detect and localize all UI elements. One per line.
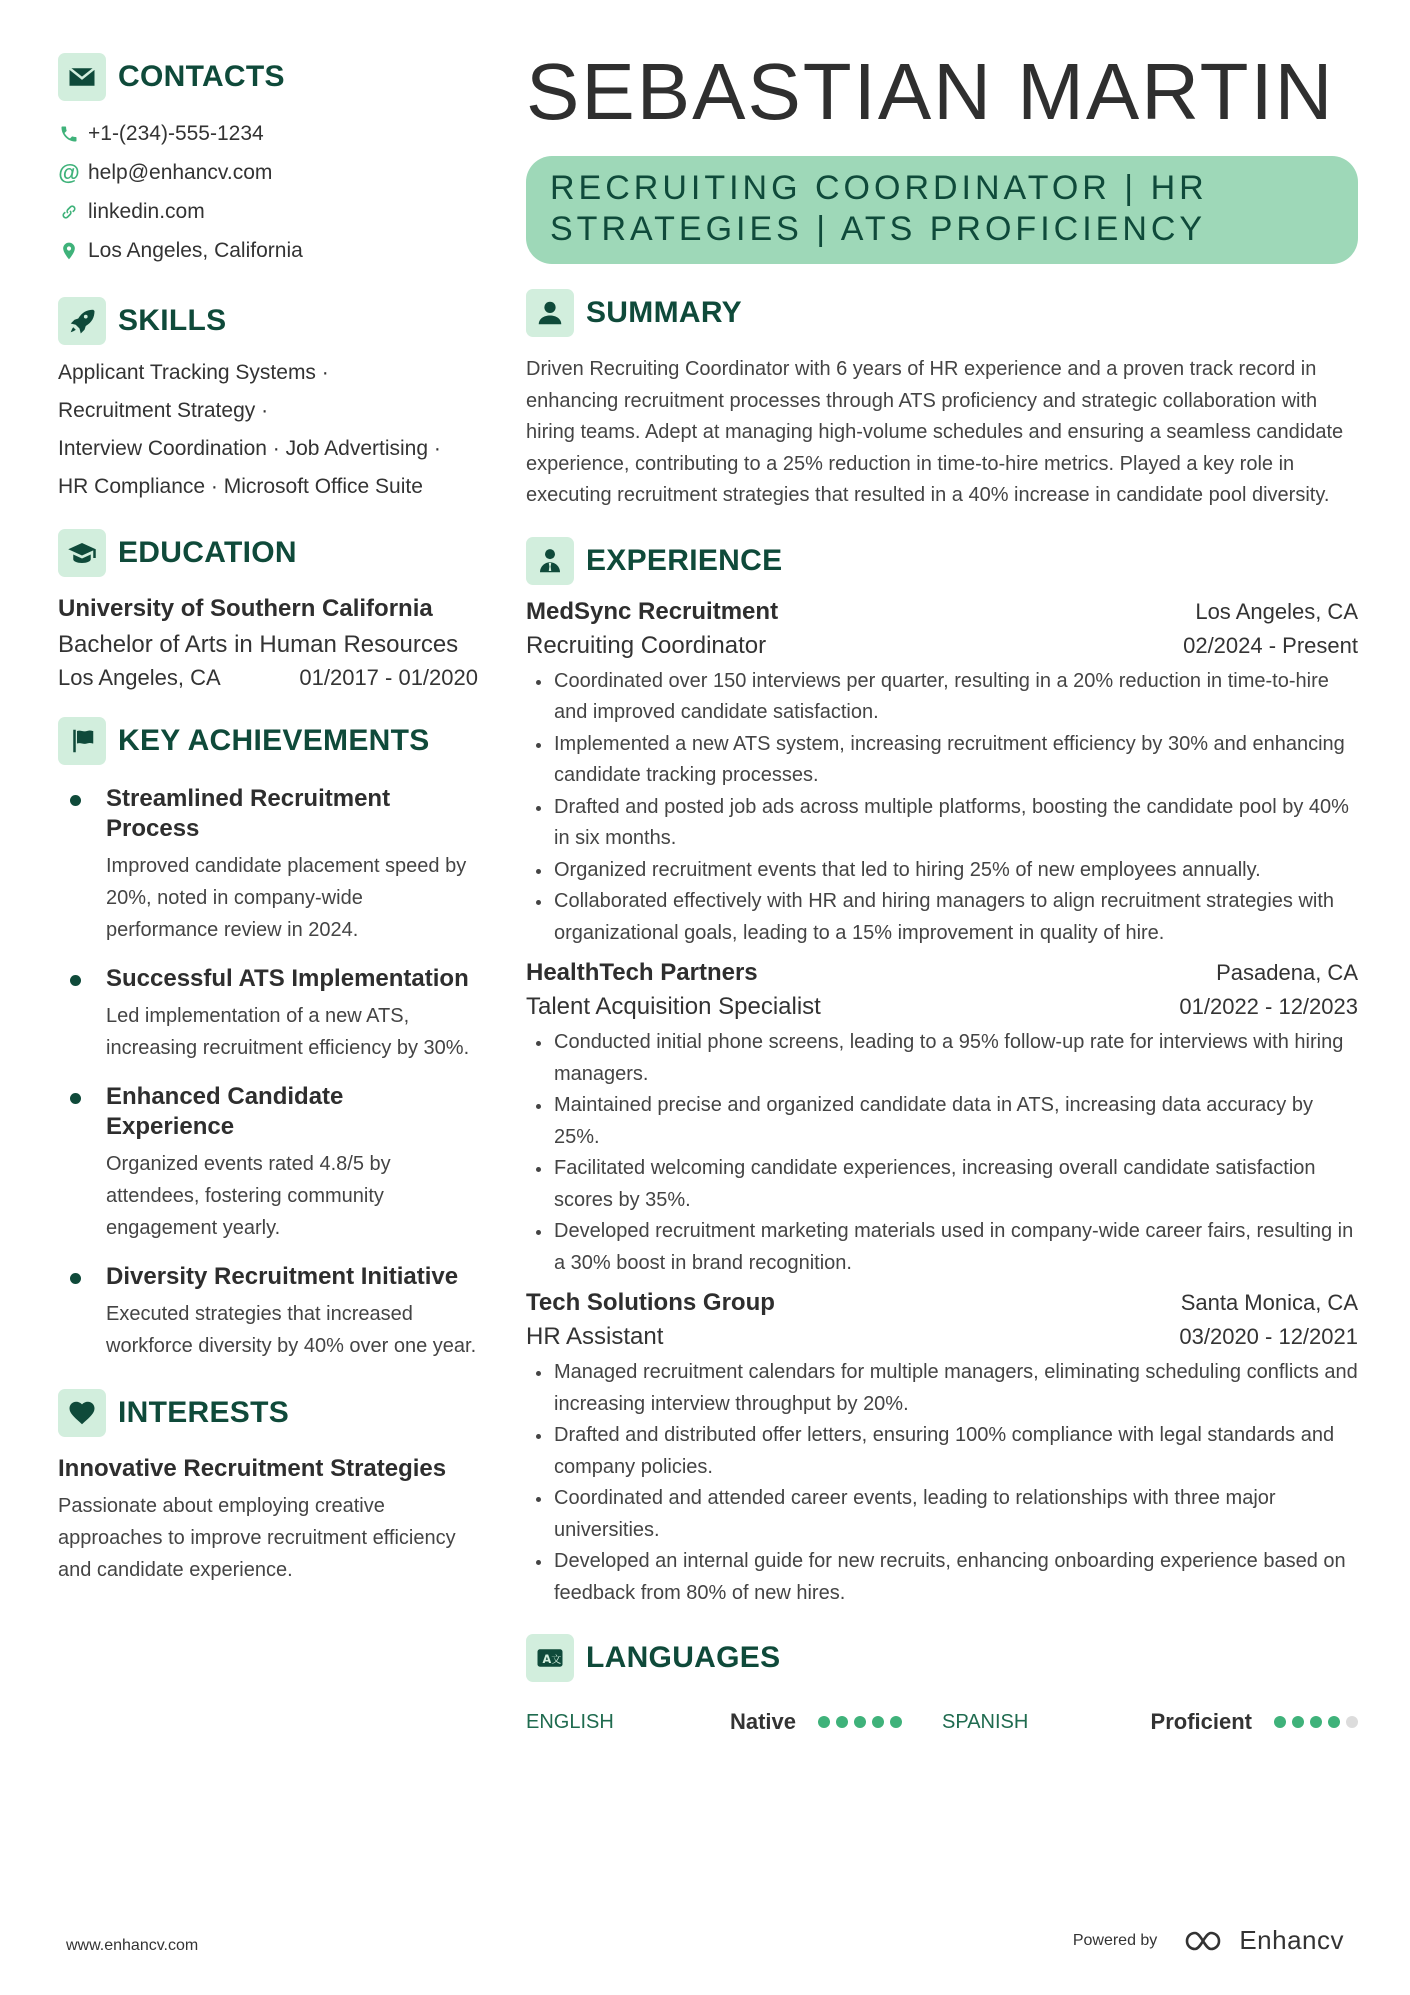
- skills-line: HR Compliance · Microsoft Office Suite: [58, 475, 423, 498]
- job-bullets: [526, 1357, 1358, 1609]
- language-name: SPANISH: [942, 1710, 1029, 1733]
- user-icon: [526, 289, 574, 337]
- language-level: Native: [729, 1709, 796, 1734]
- achievement-title: Successful ATS Implementation: [106, 965, 469, 992]
- left-column: [58, 52, 478, 1586]
- job-header-row: [526, 596, 1358, 628]
- summary-title: SUMMARY: [586, 296, 742, 329]
- achievements-header: [58, 716, 478, 766]
- achievements-list: [58, 784, 478, 1362]
- bullet-dot: [70, 975, 81, 986]
- footer-branding: [1073, 1925, 1344, 1956]
- job-bullet: Facilitated welcoming candidate experiences, increasing overall candidate satisfaction scores by 35%.: [526, 1153, 1358, 1216]
- map-pin-icon: [58, 241, 80, 261]
- job-bullet: Collaborated effectively with HR and hiring managers to align recruitment strategies with organizational goals, leading to a 15% improvement in quality of hire.: [526, 886, 1358, 949]
- rating-dot: [854, 1716, 866, 1728]
- interest-title: Innovative Recruitment Strategies: [58, 1455, 447, 1482]
- linkedin-text: linkedin.com: [88, 199, 205, 223]
- location-text: Los Angeles, California: [88, 238, 303, 262]
- languages-title: LANGUAGES: [586, 1641, 781, 1674]
- experience-title: EXPERIENCE: [586, 543, 783, 577]
- education-degree: Bachelor of Arts in Human Resources: [58, 631, 459, 658]
- job-company: HealthTech Partners: [526, 959, 758, 986]
- rating-dot: [872, 1716, 884, 1728]
- rating-dot: [1310, 1716, 1322, 1728]
- powered-by-text: Powered by: [1072, 1931, 1158, 1949]
- email-text: help@enhancv.com: [88, 160, 273, 184]
- translate-icon: [526, 1634, 574, 1682]
- job-header-row: [526, 957, 1358, 989]
- right-column: [526, 47, 1358, 1739]
- job-role: HR Assistant: [526, 1323, 664, 1350]
- job-bullet: Developed recruitment marketing materials used in company-wide career fairs, resulting in a 30% boost in brand recognition.: [526, 1216, 1358, 1279]
- rating-dot: [890, 1716, 902, 1728]
- at-sign-icon: @: [58, 159, 80, 185]
- interests-header: [58, 1388, 478, 1438]
- contact-phone[interactable]: [58, 114, 478, 153]
- job-bullet: Coordinated and attended career events, leading to relationships with three major universities.: [526, 1483, 1358, 1546]
- languages-header: [526, 1633, 1358, 1683]
- achievement-title: Diversity Recruitment Initiative: [106, 1263, 459, 1290]
- rating-dot: [836, 1716, 848, 1728]
- enhancv-logo[interactable]: [1183, 1925, 1344, 1956]
- skills-title: SKILLS: [118, 304, 227, 337]
- interest-desc: Passionate about employing creative approaches to improve recruitment efficiency and candidate experience.: [58, 1495, 456, 1581]
- language-rating: [818, 1716, 902, 1728]
- achievement-item: [58, 964, 478, 1064]
- rating-dot: [1292, 1716, 1304, 1728]
- contact-linkedin[interactable]: [58, 192, 478, 231]
- education-header: [58, 528, 478, 578]
- skills-line: Recruitment Strategy ·: [58, 399, 269, 422]
- candidate-title-banner: [526, 156, 1358, 264]
- job-dates: 03/2020 - 12/2021: [1179, 1324, 1358, 1349]
- rating-dot: [1346, 1716, 1358, 1728]
- job-dates: 01/2022 - 12/2023: [1179, 994, 1358, 1019]
- job-location: Los Angeles, CA: [1195, 598, 1358, 624]
- job-bullet: Managed recruitment calendars for multiple managers, eliminating scheduling conflicts and increasing interview throughput by 20%.: [526, 1357, 1358, 1420]
- envelope-icon: [58, 53, 106, 101]
- skills-header: [58, 296, 478, 346]
- language-name: ENGLISH: [526, 1710, 614, 1733]
- footer-website[interactable]: www.enhancv.com: [66, 1937, 199, 1954]
- contact-email[interactable]: [58, 153, 478, 192]
- achievement-item: [58, 1082, 478, 1244]
- job-role-row: [526, 628, 1358, 664]
- job-bullet: Maintained precise and organized candidate data in ATS, increasing data accuracy by 25%.: [526, 1090, 1358, 1153]
- phone-icon: [58, 124, 80, 144]
- job-bullet: Organized recruitment events that led to hiring 25% of new employees annually.: [526, 855, 1358, 887]
- briefcase-user-icon: [526, 537, 574, 585]
- rating-dot: [1274, 1716, 1286, 1728]
- job-bullet: Drafted and posted job ads across multiple platforms, boosting the candidate pool by 40% in six months.: [526, 792, 1358, 855]
- contacts-title: CONTACTS: [118, 60, 285, 93]
- candidate-title-line: RECRUITING COORDINATOR | HR: [550, 169, 1208, 207]
- languages-list: [526, 1705, 1358, 1739]
- job-bullet: Drafted and distributed offer letters, ensuring 100% compliance with legal standards and company policies.: [526, 1420, 1358, 1483]
- job-header-row: [526, 1287, 1358, 1319]
- job-bullets: [526, 666, 1358, 950]
- skills-list: [58, 354, 478, 506]
- contact-list: [58, 114, 478, 270]
- svg-text:文: 文: [551, 1655, 562, 1666]
- experience-header: [526, 536, 1358, 586]
- job-location: Pasadena, CA: [1216, 960, 1358, 985]
- job-company: MedSync Recruitment: [526, 597, 779, 625]
- language-level: Proficient: [1150, 1709, 1252, 1734]
- language-rating: [1274, 1716, 1358, 1728]
- brand-name: Enhancv: [1239, 1925, 1344, 1955]
- link-icon: [58, 202, 80, 222]
- job-entry: [526, 596, 1358, 950]
- job-role-row: [526, 1319, 1358, 1355]
- education-meta: [58, 662, 478, 694]
- contact-location: [58, 231, 478, 270]
- job-role: Talent Acquisition Specialist: [526, 993, 821, 1020]
- job-bullet: Implemented a new ATS system, increasing recruitment efficiency by 30% and enhancing candidate tracking processes.: [526, 729, 1358, 792]
- bullet-dot: [70, 1273, 81, 1284]
- interests-title: INTERESTS: [118, 1396, 290, 1429]
- education-location: Los Angeles, CA: [58, 665, 221, 690]
- job-role: Recruiting Coordinator: [526, 631, 767, 659]
- summary-text: Driven Recruiting Coordinator with 6 years of HR experience and a proven track record in enhancing recruitment processes through ATS proficiency and strategic collaboration with hiring teams. Adept at managing high-volume schedules and ensuring a seamless candidate experience, contributing to a 25% reduction in time-to-hire metrics. Played a key role in executing recruitment strategies that resulted in a 40% increase in candidate pool diversity.: [526, 358, 1344, 506]
- achievement-item: [58, 784, 478, 946]
- svg-text:A: A: [542, 1653, 552, 1666]
- achievement-desc: Improved candidate placement speed by 20%, noted in company-wide performance review in 2024.: [106, 855, 467, 941]
- education-school: University of Southern California: [58, 595, 433, 622]
- skills-line: Interview Coordination · Job Advertising ·: [58, 437, 441, 460]
- bullet-dot: [70, 1093, 81, 1104]
- enhancv-logo-icon: [1183, 1928, 1231, 1954]
- job-bullet: Conducted initial phone screens, leading to a 95% follow-up rate for interviews with hiring managers.: [526, 1027, 1358, 1090]
- achievement-title: Enhanced Candidate Experience: [106, 1083, 344, 1140]
- rating-dot: [818, 1716, 830, 1728]
- achievement-title: Streamlined Recruitment Process: [106, 785, 391, 842]
- achievement-desc: Organized events rated 4.8/5 by attendees, fostering community engagement yearly.: [106, 1153, 391, 1239]
- candidate-name: SEBASTIAN MARTIN: [526, 47, 1335, 136]
- job-bullets: [526, 1027, 1358, 1279]
- heart-icon: [58, 1389, 106, 1437]
- job-entry: [526, 957, 1358, 1279]
- candidate-title-line: STRATEGIES | ATS PROFICIENCY: [550, 210, 1207, 248]
- language-item: [942, 1709, 1358, 1735]
- job-bullet: Coordinated over 150 interviews per quarter, resulting in a 20% reduction in time-to-hire and improved candidate satisfaction.: [526, 666, 1358, 729]
- education-title: EDUCATION: [118, 536, 297, 569]
- job-entry: [526, 1287, 1358, 1609]
- achievements-title: KEY ACHIEVEMENTS: [118, 724, 430, 757]
- job-dates: 02/2024 - Present: [1183, 632, 1358, 658]
- job-role-row: [526, 989, 1358, 1025]
- achievement-desc: Executed strategies that increased workforce diversity by 40% over one year.: [106, 1303, 477, 1357]
- achievement-item: [58, 1262, 478, 1362]
- phone-text: +1-(234)-555-1234: [88, 121, 264, 145]
- summary-header: [526, 288, 1358, 338]
- graduation-cap-icon: [58, 529, 106, 577]
- bullet-dot: [70, 795, 81, 806]
- contacts-header: [58, 52, 478, 102]
- flag-icon: [58, 717, 106, 765]
- achievement-desc: Led implementation of a new ATS, increasing recruitment efficiency by 30%.: [106, 1005, 470, 1059]
- rating-dot: [1328, 1716, 1340, 1728]
- skills-line: Applicant Tracking Systems ·: [58, 361, 329, 384]
- job-location: Santa Monica, CA: [1180, 1290, 1358, 1315]
- language-item: [526, 1709, 942, 1735]
- job-bullet: Developed an internal guide for new recruits, enhancing onboarding experience based on feedback from 80% of new hires.: [526, 1546, 1358, 1609]
- job-company: Tech Solutions Group: [526, 1289, 775, 1316]
- rocket-icon: [58, 297, 106, 345]
- education-dates: 01/2017 - 01/2020: [299, 665, 478, 690]
